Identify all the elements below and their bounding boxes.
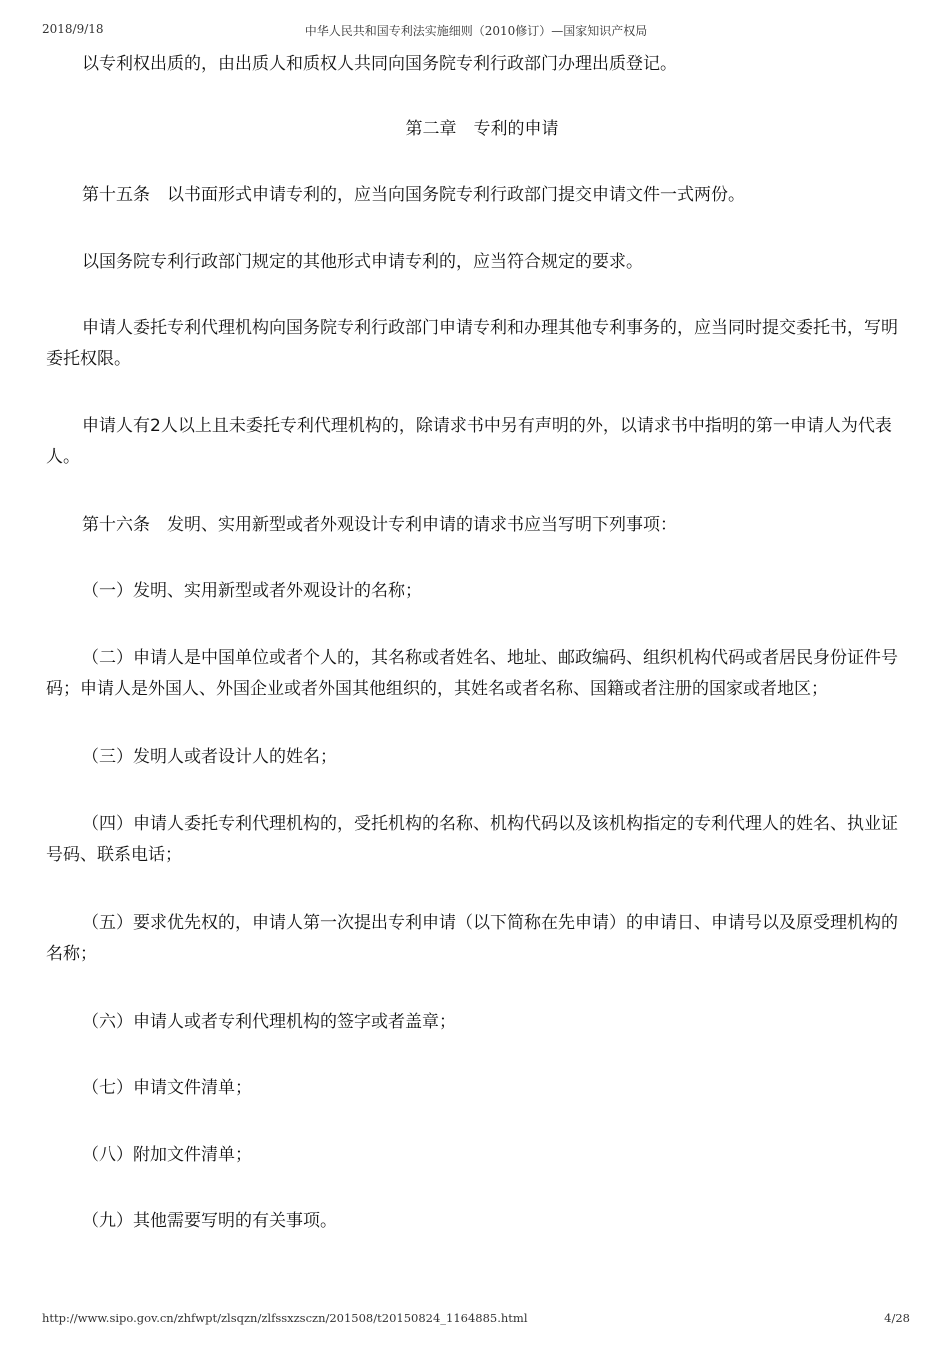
- source-url: http://www.sipo.gov.cn/zhfwpt/zlsqzn/zlfssxzsczn/201508/t20150824_1164885.html: [42, 1311, 528, 1325]
- list-item: （三）发明人或者设计人的姓名；: [82, 747, 337, 767]
- list-item: （七）申请文件清单；: [82, 1078, 252, 1098]
- document-title: 中华人民共和国专利法实施细则（2010修订）—国家知识产权局: [304, 24, 648, 38]
- paragraph: 申请人委托专利代理机构向国务院专利行政部门申请专利和办理其他专利事务的，应当同时提交委托书，写明委托权限。: [46, 318, 898, 369]
- print-header: [0, 22, 952, 40]
- list-item: （八）附加文件清单；: [82, 1145, 252, 1165]
- paragraph: 申请人有2人以上且未委托专利代理机构的，除请求书中另有声明的外，以请求书中指明的第一申请人为代表人。: [46, 416, 892, 467]
- paragraph: 以国务院专利行政部门规定的其他形式申请专利的，应当符合规定的要求。: [82, 252, 643, 272]
- list-item: （一）发明、实用新型或者外观设计的名称；: [82, 581, 422, 601]
- print-date: 2018/9/18: [42, 22, 104, 36]
- list-item: （六）申请人或者专利代理机构的签字或者盖章；: [82, 1012, 456, 1032]
- paragraph: 第十五条 以书面形式申请专利的，应当向国务院专利行政部门提交申请文件一式两份。: [82, 185, 745, 205]
- page-number: 4/28: [884, 1311, 910, 1325]
- list-item: （五）要求优先权的，申请人第一次提出专利申请（以下简称在先申请）的申请日、申请号以及原受理机构的名称；: [46, 913, 898, 964]
- list-item: （二）申请人是中国单位或者个人的，其名称或者姓名、地址、邮政编码、组织机构代码或者居民身份证件号码；申请人是外国人、外国企业或者外国其他组织的，其姓名或者名称、国籍或者注册的国家或者地区；: [46, 648, 898, 699]
- paragraph: 以专利权出质的，由出质人和质权人共同向国务院专利行政部门办理出质登记。: [82, 54, 677, 74]
- chapter-heading: 第二章 专利的申请: [405, 119, 559, 139]
- paragraph: 第十六条 发明、实用新型或者外观设计专利申请的请求书应当写明下列事项：: [82, 515, 677, 535]
- print-footer: [0, 1311, 952, 1329]
- list-item: （九）其他需要写明的有关事项。: [82, 1211, 337, 1231]
- list-item: （四）申请人委托专利代理机构的，受托机构的名称、机构代码以及该机构指定的专利代理人的姓名、执业证号码、联系电话；: [46, 814, 898, 865]
